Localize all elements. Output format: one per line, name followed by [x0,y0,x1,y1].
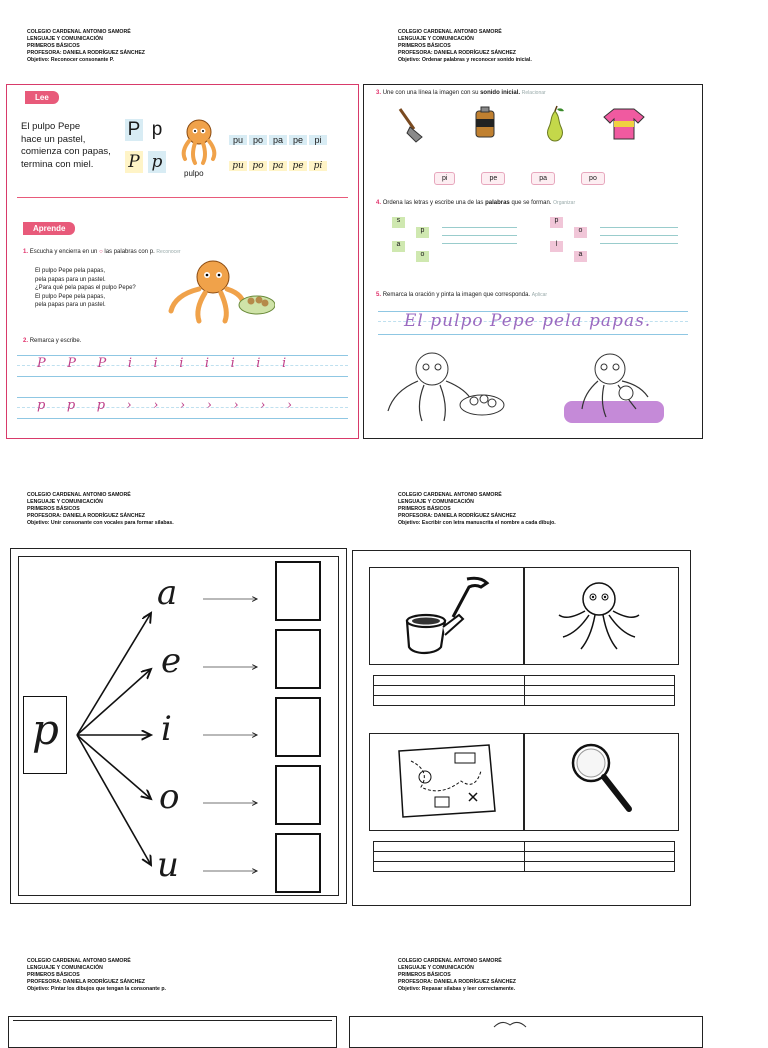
pipe-icon [397,573,497,657]
letter-upper: P [125,119,143,141]
syllable-pa[interactable]: pa [531,172,555,185]
exercise-5-instruction: 5. Remarca la oración y pinta la imagen que corresponda. Aplicar [376,292,548,298]
letter-tile: a [392,241,405,252]
subject: LENGUAJE Y COMUNICACIÓN [398,499,474,505]
worksheet-syllables [10,548,347,904]
syllable-row-cursive: pu po pa pe pi [229,153,327,172]
school-name: COLEGIO CARDENAL ANTONIO SAMORÉ [398,958,502,964]
octopus-icon [175,115,227,167]
objective: Objetivo: Repasar sílabas y leer correctamente. [398,986,516,992]
octopus-icon [549,573,649,657]
vowel-u: u [157,845,179,885]
exercise-1-instruction: 1. Escucha y encierra en un ○ las palabras con p. Reconocer [23,249,181,255]
header-sheet-2 [398,29,532,64]
pulpo-label: pulpo [184,169,204,178]
level: PRIMEROS BÁSICOS [398,506,451,512]
sentence-trace: El pulpo Pepe pela papas. [404,311,652,331]
subject: LENGUAJE Y COMUNICACIÓN [27,499,103,505]
worksheet-consonant-p [6,84,359,439]
objective: Objetivo: Escribir con letra manuscrita el nombre a cada dibujo. [398,520,556,526]
lee-tag: Lee [25,91,59,104]
aprende-tag: Aprende [23,222,75,235]
teacher: PROFESORA: DANIELA RODRÍGUEZ SÁNCHEZ [398,513,516,519]
level: PRIMEROS BÁSICOS [398,43,451,49]
divider [17,197,348,198]
objective: Objetivo: Reconocer consonante P. [27,57,114,63]
answer-box[interactable] [275,833,321,893]
header-sheet-1 [27,29,145,64]
worksheet-syllable-review-partial [349,1016,703,1048]
subject: LENGUAJE Y COMUNICACIÓN [398,965,474,971]
worksheet-write-names [352,550,691,906]
pear-icon [540,105,570,143]
answer-line[interactable] [600,243,678,244]
header-sheet-5 [27,958,166,993]
level: PRIMEROS BÁSICOS [27,972,80,978]
answer-box[interactable] [275,561,321,621]
lee-text: El pulpo Pepe hace un pastel, comienza con papas, termina con miel. [21,121,111,170]
consonant-letter: p [32,705,59,754]
letter-tile: l [550,241,563,252]
answer-box[interactable] [275,629,321,689]
answer-line[interactable] [600,235,678,236]
letter-tile: s [392,217,405,228]
header-sheet-6 [398,958,516,993]
level: PRIMEROS BÁSICOS [27,43,80,49]
exercise-2-instruction: 2. Remarca y escribe. [23,338,82,344]
poem: El pulpo Pepe pela papas, pela papas para un pastel. ¿Para qué pela papas el pulpo Pepe? El pulpo Pepe pela papas, pela papas para un pastel. [35,268,136,308]
answer-line[interactable] [442,227,517,228]
worksheet-ordering [363,84,703,439]
title-flourish-icon [490,1019,530,1029]
teacher: PROFESORA: DANIELA RODRÍGUEZ SÁNCHEZ [27,513,145,519]
school-name: COLEGIO CARDENAL ANTONIO SAMORÉ [27,958,131,964]
answer-table[interactable] [373,675,675,706]
letter-lower: p [148,119,166,141]
treasure-map-icon [391,741,501,821]
letter-tile: o [416,251,429,262]
worksheet-color-p-partial [8,1016,337,1048]
answer-table[interactable] [373,841,675,872]
header-sheet-3 [27,492,174,527]
objective: Objetivo: Unir consonante con vocales para formar sílabas. [27,520,174,526]
syllable-pi[interactable]: pi [434,172,455,185]
objective: Objetivo: Pintar los dibujos que tengan la consonante p. [27,986,166,992]
answer-line[interactable] [442,235,517,236]
level: PRIMEROS BÁSICOS [398,972,451,978]
school-name: COLEGIO CARDENAL ANTONIO SAMORÉ [27,492,131,498]
subject: LENGUAJE Y COMUNICACIÓN [27,36,103,42]
letter-tile: a [574,251,587,262]
school-name: COLEGIO CARDENAL ANTONIO SAMORÉ [27,29,131,35]
exercise-3-instruction: 3. Une con una línea la imagen con su sonido inicial. Relacionar [376,90,546,96]
syllable-row-print: pu po pa pe pi [229,130,327,148]
letter-tile: o [574,227,587,238]
octopus-reading-outline[interactable] [560,347,670,427]
subject: LENGUAJE Y COMUNICACIÓN [27,965,103,971]
syllable-options [434,167,617,185]
vowel-o: o [159,777,180,817]
letter-tile: p [416,227,429,238]
cursive-lower: p [148,151,166,173]
magnifying-glass-icon [563,737,643,821]
cursive-upper: P [125,151,143,173]
battery-icon [472,105,498,141]
answer-box[interactable] [275,765,321,825]
exercise-4-instruction: 4. Ordena las letras y escribe una de las palabras que se forman. Organizar [376,200,576,206]
answer-line[interactable] [600,227,678,228]
school-name: COLEGIO CARDENAL ANTONIO SAMORÉ [398,29,502,35]
teacher: PROFESORA: DANIELA RODRÍGUEZ SÁNCHEZ [398,50,516,56]
letter-tile: p [550,217,563,228]
tshirt-icon [602,105,646,141]
answer-box[interactable] [275,697,321,757]
syllable-po[interactable]: po [581,172,605,185]
circle-icon: ○ [99,249,103,255]
octopus-peeling-outline[interactable] [382,347,512,427]
teacher: PROFESORA: DANIELA RODRÍGUEZ SÁNCHEZ [27,979,145,985]
subject: LENGUAJE Y COMUNICACIÓN [398,36,474,42]
school-name: COLEGIO CARDENAL ANTONIO SAMORÉ [398,492,502,498]
vowel-e: e [161,641,182,681]
trace-row-lowercase: p p p › › › › › › › [37,398,294,413]
objective: Objetivo: Ordenar palabras y reconocer sonido inicial. [398,57,532,63]
vowel-i: i [161,709,172,749]
level: PRIMEROS BÁSICOS [27,506,80,512]
header-sheet-4 [398,492,556,527]
inner-frame [13,1020,332,1021]
teacher: PROFESORA: DANIELA RODRÍGUEZ SÁNCHEZ [27,50,145,56]
teacher: PROFESORA: DANIELA RODRÍGUEZ SÁNCHEZ [398,979,516,985]
answer-line[interactable] [442,243,517,244]
shovel-icon [394,107,424,143]
syllable-pe[interactable]: pe [481,172,505,185]
trace-row-uppercase: P P P i i i i i i i [37,356,288,371]
vowel-a: a [157,573,178,613]
octopus-peeling-illustration [165,255,275,325]
